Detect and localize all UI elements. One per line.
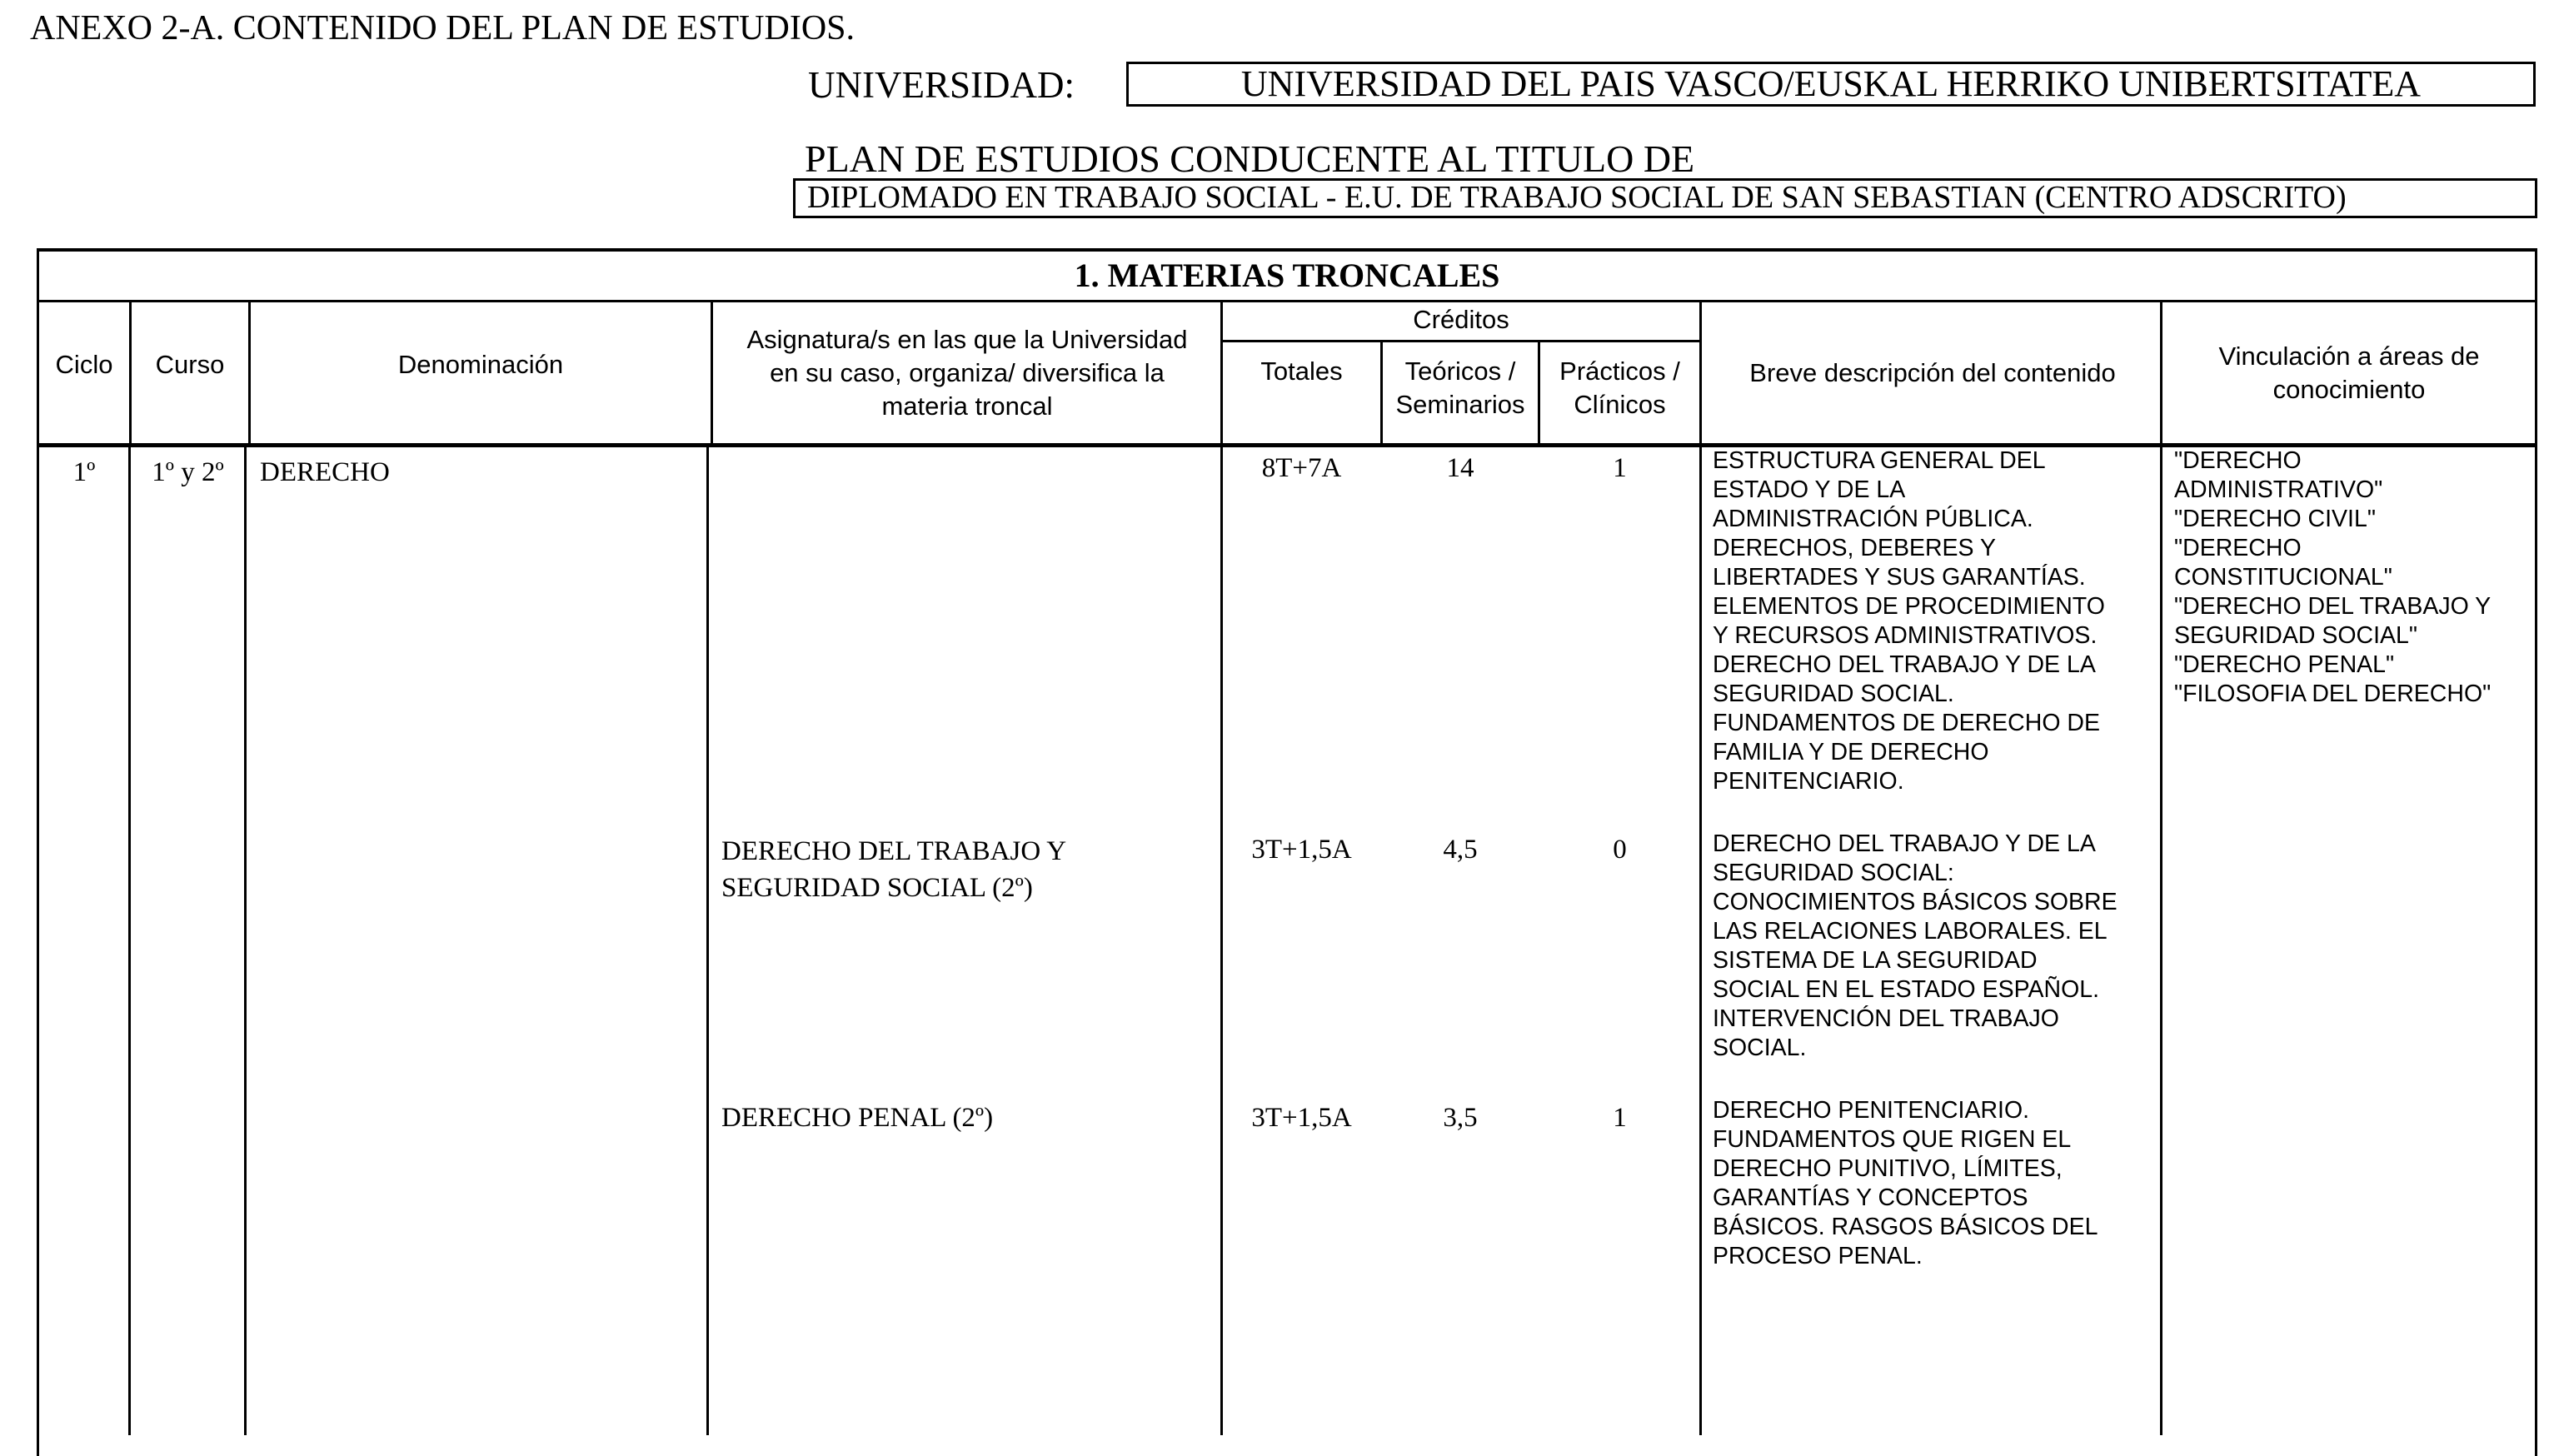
row3-practicos: 1 bbox=[1613, 1103, 1627, 1133]
col-divider-practicos bbox=[1699, 300, 1702, 446]
row3-totales: 3T+1,5A bbox=[1251, 1103, 1352, 1133]
header-creditos: Créditos bbox=[1413, 305, 1509, 334]
degree-title-box: DIPLOMADO EN TRABAJO SOCIAL - E.U. DE TRABAJO SOCIAL DE SAN SEBASTIAN (CENTRO ADSCRITO) bbox=[793, 178, 2537, 218]
row1-teoricos: 14 bbox=[1446, 453, 1474, 483]
header-vinculacion: Vinculación a áreas de conocimiento bbox=[2218, 342, 2480, 404]
header-descripcion: Breve descripción del contenido bbox=[1749, 358, 2116, 387]
row1-ciclo: 1º bbox=[72, 457, 96, 487]
header-practicos: Prácticos / Clínicos bbox=[1559, 357, 1680, 419]
col-divider-descripcion bbox=[2160, 300, 2162, 446]
header-curso: Curso bbox=[155, 350, 225, 379]
body-divider-denominacion bbox=[706, 447, 709, 1435]
row3-descripcion: DERECHO PENITENCIARIO. FUNDAMENTOS QUE RIGEN EL DERECHO PUNITIVO, LÍMITES, GARANTÍAS Y CONCEPTOS BÁSICOS. RASGOS BÁSICOS DEL PROCESO PENAL. bbox=[1713, 1097, 2098, 1269]
annex-title: ANEXO 2-A. CONTENIDO DEL PLAN DE ESTUDIOS. bbox=[30, 9, 855, 47]
plan-label: PLAN DE ESTUDIOS CONDUCENTE AL TITULO DE bbox=[805, 137, 1695, 180]
header-asignaturas: Asignatura/s en las que la Universidad en su caso, organiza/ diversifica la materia troncal bbox=[746, 324, 1188, 421]
university-label: UNIVERSIDAD: bbox=[808, 64, 1075, 106]
body-divider-ciclo bbox=[128, 447, 131, 1435]
header-denominacion: Denominación bbox=[397, 350, 564, 379]
row3-asignatura: DERECHO PENAL (2º) bbox=[721, 1103, 994, 1133]
header-ciclo: Ciclo bbox=[55, 350, 113, 379]
row1-vinculacion: "DERECHO ADMINISTRATIVO" "DERECHO CIVIL" "DERECHO CONSTITUCIONAL" "DERECHO DEL TRABAJO Y SEGURIDAD SOCIAL" "DERECHO PENAL" "FILOSOFIA DEL DERECHO" bbox=[2174, 447, 2492, 707]
row1-totales: 8T+7A bbox=[1261, 453, 1342, 483]
university-name-box: UNIVERSIDAD DEL PAIS VASCO/EUSKAL HERRIKO UNIBERTSITATEA bbox=[1126, 62, 2536, 107]
row1-descripcion: ESTRUCTURA GENERAL DEL ESTADO Y DE LA ADMINISTRACIÓN PÚBLICA. DERECHOS, DEBERES Y LIBERTADES Y SUS GARANTÍAS. ELEMENTOS DE PROCEDIMIENTO Y RECURSOS ADMINISTRATIVOS. DERECHO DEL TRABAJO Y DE LA SEGURIDAD SOCIAL. FUNDAMENTOS DE DERECHO DE FAMILIA Y DE DERECHO PENITENCIARIO. bbox=[1713, 447, 2105, 795]
row2-totales: 3T+1,5A bbox=[1251, 835, 1352, 865]
body-divider-curso bbox=[244, 447, 247, 1435]
row2-descripcion: DERECHO DEL TRABAJO Y DE LA SEGURIDAD SOCIAL: CONOCIMIENTOS BÁSICOS SOBRE LAS RELACIONES LABORALES. EL SISTEMA DE LA SEGURIDAD SOCIAL EN EL ESTADO ESPAÑOL. INTERVENCIÓN DEL TRABAJO SOCIAL. bbox=[1713, 830, 2118, 1061]
row3-teoricos: 3,5 bbox=[1443, 1103, 1478, 1133]
body-divider-asignatura bbox=[1220, 447, 1223, 1435]
header-totales: Totales bbox=[1260, 357, 1343, 386]
header-teoricos: Teóricos / Seminarios bbox=[1395, 357, 1525, 419]
row1-curso: 1º y 2º bbox=[152, 457, 224, 487]
body-divider-practicos bbox=[1699, 447, 1702, 1435]
row1-practicos: 1 bbox=[1613, 453, 1627, 483]
row2-asignatura: DERECHO DEL TRABAJO Y SEGURIDAD SOCIAL (2º) bbox=[721, 836, 1067, 903]
row1-denominacion: DERECHO bbox=[260, 457, 390, 487]
section-title: 1. MATERIAS TRONCALES bbox=[1074, 257, 1500, 294]
row2-practicos: 0 bbox=[1613, 835, 1627, 865]
row2-teoricos: 4,5 bbox=[1443, 835, 1478, 865]
body-divider-descripcion bbox=[2160, 447, 2162, 1435]
col-divider-denominacion bbox=[711, 300, 713, 446]
